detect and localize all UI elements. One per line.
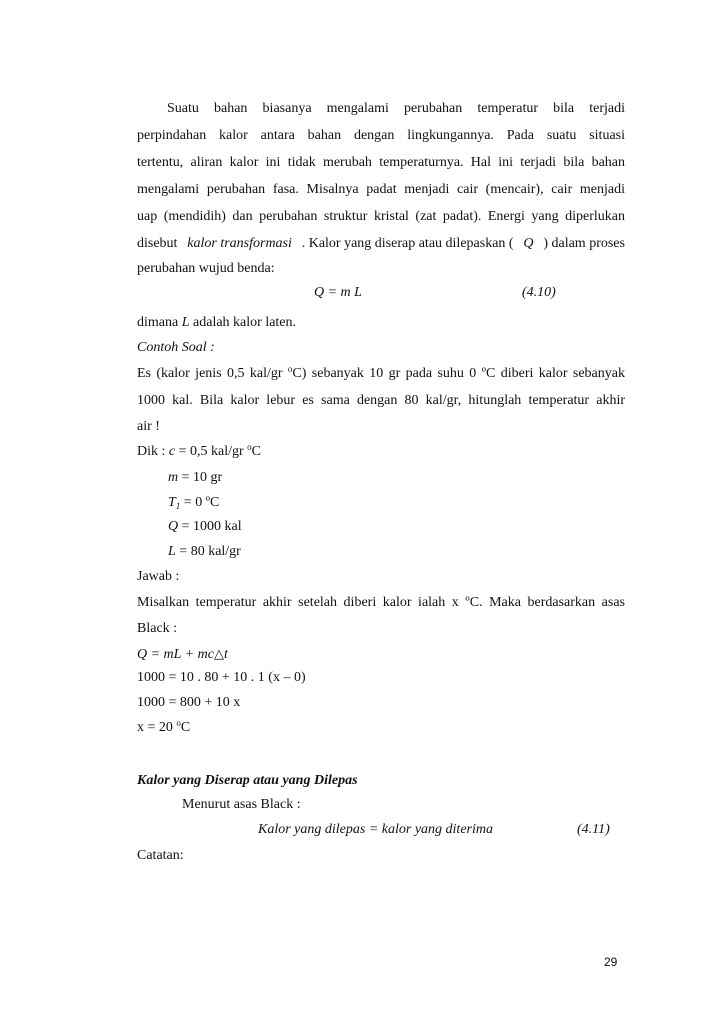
- paragraph-line: [137, 236, 625, 252]
- variable: Q: [168, 519, 179, 534]
- calc-step: 1000 = 10 . 80 + 10 . 1 (x – 0): [137, 670, 306, 685]
- paragraph-line: tertentu, aliran kalor ini tidak merubah temperaturnya. Hal ini terjadi bila bahan: [137, 155, 625, 170]
- text-segment: . Kalor yang diserap atau dilepaskan (: [301, 236, 514, 251]
- given-t1: [168, 495, 219, 511]
- page-number: 29: [604, 955, 618, 969]
- text-segment: dimana: [137, 315, 182, 330]
- paragraph-line: [137, 366, 625, 382]
- calc-result: [137, 720, 625, 736]
- italic-term: kalor transformasi: [187, 236, 292, 251]
- given-m: [168, 470, 222, 486]
- degree-mark: o: [247, 442, 252, 452]
- formula-text: Q = mL + mc: [137, 647, 214, 662]
- variable: Q: [523, 236, 534, 251]
- equation-number: (4.11): [577, 822, 610, 837]
- variable: T: [168, 495, 176, 510]
- variable: t: [223, 647, 228, 662]
- paragraph-line: Menurut asas Black :: [182, 797, 301, 812]
- text-segment: C) sebanyak 10 gr pada suhu 0 ºC diberi kalor sebanyak: [292, 366, 625, 381]
- paragraph-line: Misalkan temperatur akhir setelah diberi kalor ialah x ºC. Maka berdasarkan asas: [137, 595, 625, 610]
- degree-mark: o: [176, 718, 181, 728]
- text-segment: adalah kalor laten.: [189, 315, 297, 330]
- given-l: [168, 544, 241, 560]
- paragraph-line: perubahan wujud benda:: [137, 261, 275, 276]
- text-segment: C: [180, 720, 191, 735]
- equation-number: (4.10): [522, 285, 556, 300]
- text-segment: = 0 ºC: [180, 495, 220, 510]
- paragraph-line: Black :: [137, 621, 178, 636]
- text-segment: ) dalam proses: [543, 236, 625, 251]
- notes-label: Catatan:: [137, 848, 184, 863]
- given-c: [137, 444, 625, 460]
- text-segment: = 0,5 kal/gr: [175, 444, 248, 459]
- text-segment: = 10 gr: [178, 470, 223, 485]
- variable: L: [181, 315, 190, 330]
- text-segment: = 1000 kal: [178, 519, 242, 534]
- text-segment: Es (kalor jenis 0,5 kal/gr: [137, 366, 288, 381]
- paragraph-line: mengalami perubahan fasa. Misalnya padat menjadi cair (mencair), cair menjadi: [137, 182, 625, 197]
- answer-label: Jawab :: [137, 569, 180, 584]
- paragraph-line: 1000 kal. Bila kalor lebur es sama dengan 80 kal/gr, hitunglah temperatur akhir: [137, 393, 625, 408]
- equation-formula: Kalor yang dilepas = kalor yang diterima: [258, 822, 493, 837]
- variable: c: [168, 444, 176, 459]
- paragraph-line: air !: [137, 419, 160, 434]
- example-title: Contoh Soal :: [137, 340, 215, 355]
- text-segment: x = 20: [137, 720, 177, 735]
- paragraph-line: [137, 315, 625, 331]
- text-segment: C: [251, 444, 262, 459]
- paragraph-line: uap (mendidih) dan perubahan struktur kristal (zat padat). Energi yang diperlukan: [137, 209, 625, 224]
- equation-formula: Q = m L: [314, 285, 362, 300]
- text-segment: = 80 kal/gr: [175, 544, 241, 559]
- variable: m: [168, 470, 179, 485]
- paragraph-line: perpindahan kalor antara bahan dengan lingkungannya. Pada suatu situasi: [137, 128, 625, 143]
- given-q: [168, 519, 242, 535]
- text-segment: disebut: [137, 236, 178, 251]
- degree-mark: o: [287, 364, 293, 374]
- black-formula: [137, 646, 625, 663]
- paragraph-line: Suatu bahan biasanya mengalami perubahan temperatur bila terjadi: [167, 101, 625, 116]
- subscript: 1: [175, 501, 181, 511]
- calc-step: 1000 = 800 + 10 x: [137, 695, 241, 710]
- delta-icon: △: [213, 646, 224, 661]
- given-label: Dik :: [137, 444, 169, 459]
- variable: L: [168, 544, 176, 559]
- section-heading: Kalor yang Diserap atau yang Dilepas: [137, 773, 358, 788]
